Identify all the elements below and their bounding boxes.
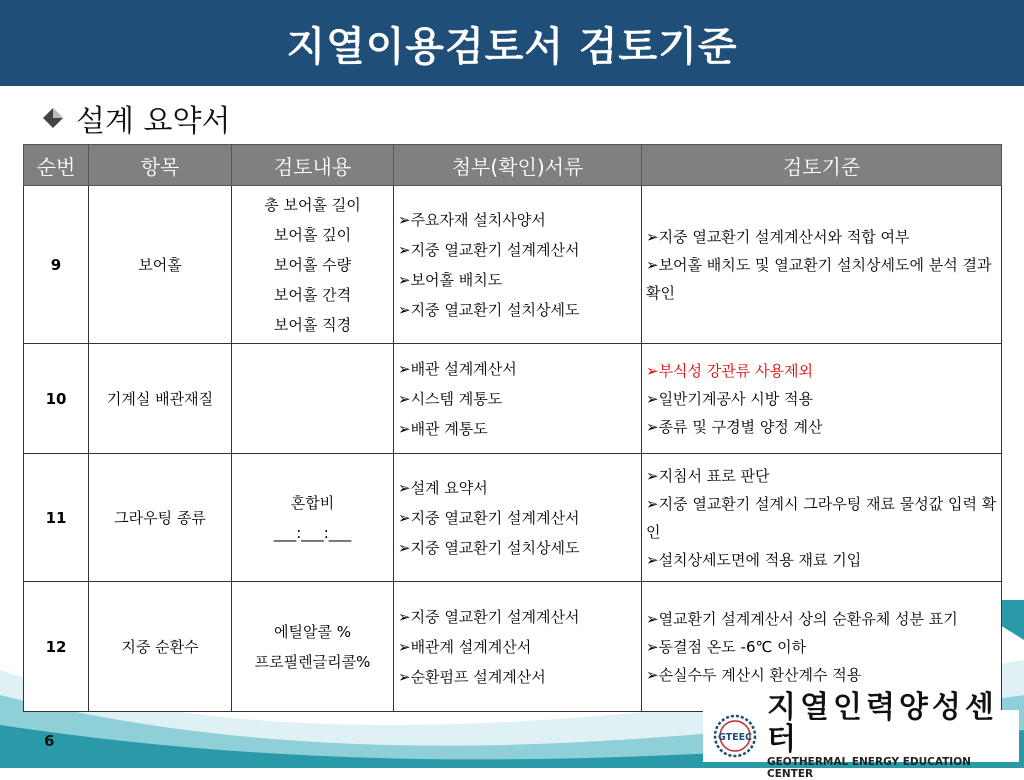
row-content (232, 186, 394, 344)
criteria-item: ➢지침서 표로 판단 (646, 466, 770, 485)
page-number: 6 (44, 732, 55, 750)
table-row (24, 344, 1002, 454)
row-content (232, 582, 394, 712)
criteria-table (23, 144, 1002, 712)
logo-text (767, 692, 1019, 780)
content-line: 보어홀 깊이 (273, 225, 352, 244)
table-row (24, 454, 1002, 582)
content-line: 총 보어홀 길이 (264, 195, 361, 214)
row-criteria (642, 454, 1002, 582)
section-heading-text: 설계 요약서 (76, 104, 231, 139)
title-bar (0, 0, 1024, 86)
attachment-item: ➢지중 열교환기 설계계산서 (398, 607, 580, 626)
attachment-item: ➢보어홀 배치도 (398, 270, 503, 289)
organization-logo (703, 690, 1019, 780)
header-review-content: 검토내용 (232, 145, 394, 186)
attachment-item: ➢주요자재 설치사양서 (398, 210, 546, 229)
attachment-item: ➢지중 열교환기 설치상세도 (398, 300, 580, 319)
attachment-item: ➢배관 설계계산서 (398, 359, 517, 378)
criteria-item: ➢열교환기 설계계산서 상의 순환유체 성분 표기 (646, 609, 958, 628)
attachment-item: ➢배관 계통도 (398, 419, 488, 438)
criteria-item: ➢지중 열교환기 설계계산서와 적합 여부 (646, 227, 910, 246)
attachment-item: ➢배관계 설계계산서 (398, 637, 532, 656)
row-attachments (394, 454, 642, 582)
content-line: 혼합비 (290, 493, 335, 512)
logo-english-name: GEOTHERMAL ENERGY EDUCATION CENTER (767, 756, 971, 780)
criteria-item: ➢보어홀 배치도 및 열교환기 설치상세도에 분석 결과 확인 (646, 255, 992, 302)
content-line: 보어홀 간격 (273, 285, 352, 304)
content-line: 프로필렌글리콜% (254, 652, 371, 671)
content-line: 보어홀 수량 (273, 255, 352, 274)
row-item: 그라우팅 종류 (89, 454, 232, 582)
logo-badge-text: GTEEC (717, 732, 753, 743)
diamond-bullet-icon (42, 107, 64, 129)
criteria-item: ➢손실수두 계산시 환산계수 적용 (646, 665, 862, 684)
row-attachments (394, 186, 642, 344)
row-item: 기계실 배관재질 (89, 344, 232, 454)
criteria-item: ➢종류 및 구경별 양정 계산 (646, 417, 823, 436)
content-line: 보어홀 직경 (273, 315, 352, 334)
mix-ratio-blank: ___:___:___ (273, 523, 352, 542)
table-row (24, 186, 1002, 344)
attachment-item: ➢시스템 계통도 (398, 389, 503, 408)
row-criteria (642, 344, 1002, 454)
header-number: 순번 (24, 145, 89, 186)
header-item: 항목 (89, 145, 232, 186)
criteria-item-highlight: ➢부식성 강관류 사용제외 (646, 361, 814, 380)
row-content (232, 344, 394, 454)
criteria-item: ➢일반기계공사 시방 적용 (646, 389, 814, 408)
attachment-item: ➢지중 열교환기 설계계산서 (398, 240, 580, 259)
row-number: 11 (24, 454, 89, 582)
row-attachments (394, 582, 642, 712)
header-attachments: 첨부(확인)서류 (394, 145, 642, 186)
row-number: 10 (24, 344, 89, 454)
header-review-criteria: 검토기준 (642, 145, 1002, 186)
criteria-item: ➢지중 열교환기 설계시 그라우팅 재료 물성값 입력 확인 (646, 494, 997, 541)
criteria-item: ➢동결점 온도 -6℃ 이하 (646, 637, 807, 656)
row-number: 12 (24, 582, 89, 712)
section-heading (42, 96, 230, 140)
attachment-item: ➢순환펌프 설계계산서 (398, 667, 546, 686)
logo-korean-name: 지열인력양성센터 (767, 690, 998, 757)
criteria-item: ➢설치상세도면에 적용 재료 기입 (646, 550, 862, 569)
table-header-row (24, 145, 1002, 186)
attachment-item: ➢지중 열교환기 설계계산서 (398, 508, 580, 527)
row-attachments (394, 344, 642, 454)
content-line: 에틸알콜 % (274, 622, 351, 641)
row-content (232, 454, 394, 582)
row-number: 9 (24, 186, 89, 344)
attachment-item: ➢지중 열교환기 설치상세도 (398, 538, 580, 557)
globe-badge-icon (707, 714, 763, 758)
page-title: 지열이용검토서 검토기준 (286, 23, 738, 70)
row-item: 보어홀 (89, 186, 232, 344)
attachment-item: ➢설계 요약서 (398, 478, 488, 497)
row-criteria (642, 186, 1002, 344)
row-item: 지중 순환수 (89, 582, 232, 712)
